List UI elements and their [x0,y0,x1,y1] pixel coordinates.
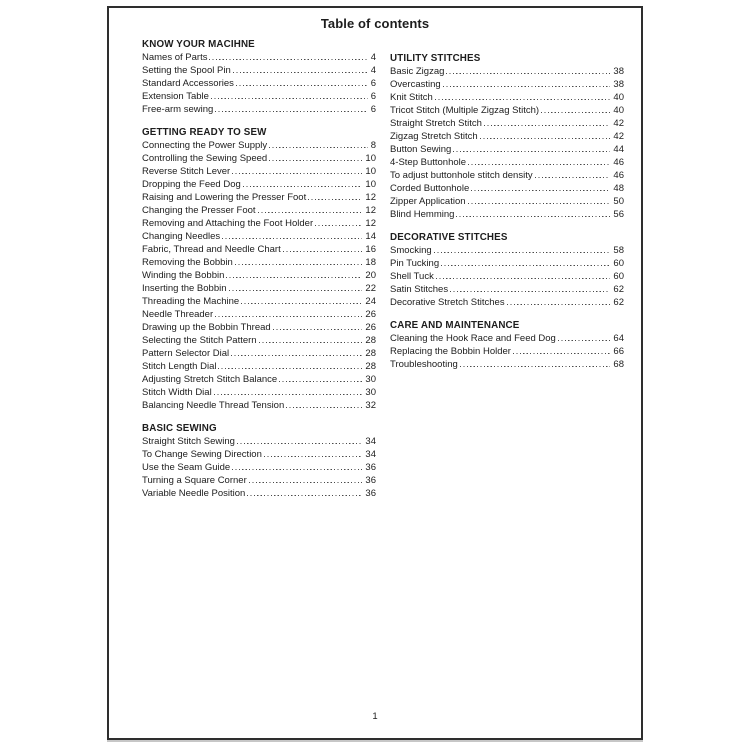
toc-entry [142,103,376,116]
toc-entry-page-number: 12 [365,205,376,216]
toc-entry-page-number: 16 [365,244,376,255]
dot-leader [471,190,610,191]
toc-entry-label: Inserting the Bobbin [142,283,227,294]
dot-leader [241,303,362,304]
toc-section-heading: GETTING READY TO SEW [142,127,267,138]
toc-entry-label: Threading the Machine [142,296,240,307]
dot-leader [441,265,610,266]
toc-entry [390,345,624,358]
toc-entry-label: Selecting the Stitch Pattern [142,335,257,346]
dot-leader [211,98,368,99]
toc-entry-label: Winding the Bobbin [142,270,225,281]
toc-entry-page-number: 18 [365,257,376,268]
toc-entry-page-number: 38 [613,66,624,77]
toc-entry-page-number: 22 [365,283,376,294]
toc-entry [390,270,624,283]
toc-entry-label: Variable Needle Position [142,488,246,499]
toc-entry-label: Decorative Stretch Stitches [390,297,505,308]
manual-page [107,6,643,740]
toc-entry-page-number: 28 [365,361,376,372]
toc-section [390,319,624,371]
toc-entry-label: Zigzag Stretch Stitch [390,131,478,142]
toc-entry-page-number: 68 [613,359,624,370]
toc-entry [142,217,376,230]
toc-entry-page-number: 56 [613,209,624,220]
toc-entry [390,169,624,182]
toc-entry [390,130,624,143]
dot-leader [434,252,611,253]
toc-entry-label: Changing Needles [142,231,221,242]
toc-entry [142,269,376,282]
toc-entry-label: Names of Parts [142,52,208,63]
toc-entry [142,256,376,269]
toc-entry [390,65,624,78]
toc-entry-label: Basic Zigzag [390,66,445,77]
toc-entry [390,257,624,270]
toc-entry [142,308,376,321]
toc-entry-page-number: 28 [365,335,376,346]
toc-entry-page-number: 46 [613,170,624,181]
toc-entry-label: Troubleshooting [390,359,458,370]
toc-entry-label: Blind Hemming [390,209,455,220]
toc-entry [142,139,376,152]
toc-entry-page-number: 58 [613,245,624,256]
toc-entry [390,182,624,195]
toc-entry-label: Raising and Lowering the Presser Foot [142,192,307,203]
toc-section [142,126,376,412]
toc-entry-label: Corded Buttonhole [390,183,470,194]
toc-entry [142,321,376,334]
dot-leader [229,290,363,291]
toc-entry [390,104,624,117]
dot-leader [269,160,362,161]
toc-entry-page-number: 14 [365,231,376,242]
toc-entry-label: Setting the Spool Pin [142,65,231,76]
toc-entry-page-number: 64 [613,333,624,344]
toc-entry-label: Dropping the Feed Dog [142,179,241,190]
toc-entry-label: Straight Stitch Sewing [142,436,235,447]
toc-entry-label: Removing the Bobbin [142,257,233,268]
toc-entry-page-number: 32 [365,400,376,411]
toc-section-heading: DECORATIVE STITCHES [390,232,508,243]
toc-entry-page-number: 26 [365,322,376,333]
toc-entry-page-number: 6 [370,91,376,102]
dot-leader [236,85,368,86]
dot-leader [264,456,363,457]
toc-entry [142,474,376,487]
toc-entry-label: Tricot Stitch (Multiple Zigzag Stitch) [390,105,540,116]
toc-column-right [390,52,624,371]
toc-entry-page-number: 10 [365,153,376,164]
toc-entry-page-number: 60 [613,258,624,269]
toc-entry [142,204,376,217]
toc-entry [142,152,376,165]
toc-entry [142,64,376,77]
dot-leader [468,164,610,165]
toc-entry [142,334,376,347]
toc-entry [390,283,624,296]
dot-leader [215,316,362,317]
dot-leader [468,203,611,204]
toc-entry-label: Adjusting Stretch Stitch Balance [142,374,278,385]
toc-entry-page-number: 8 [370,140,376,151]
toc-section [390,52,624,221]
toc-column-left [142,38,376,500]
toc-entry-label: Replacing the Bobbin Holder [390,346,511,357]
toc-entry-label: Straight Stretch Stitch [390,118,482,129]
dot-leader [507,304,611,305]
dot-leader [460,366,611,367]
toc-entry-page-number: 62 [613,297,624,308]
toc-entry-page-number: 66 [613,346,624,357]
dot-leader [286,407,362,408]
toc-entry-label: Zipper Application [390,196,466,207]
dot-leader [232,469,362,470]
page-title: Table of contents [320,16,430,31]
toc-entry [390,195,624,208]
toc-entry-label: Reverse Stitch Lever [142,166,231,177]
folio-page-number: 1 [372,711,378,722]
toc-entry-label: Balancing Needle Thread Tension [142,400,285,411]
toc-section [142,38,376,116]
toc-entry-page-number: 4 [370,65,376,76]
toc-entry-label: Cleaning the Hook Race and Feed Dog [390,333,556,344]
toc-entry [142,386,376,399]
toc-entry-label: Overcasting [390,79,441,90]
toc-entry-label: Stitch Width Dial [142,387,212,398]
toc-entry [390,244,624,257]
toc-entry-page-number: 12 [365,218,376,229]
toc-entry [142,282,376,295]
toc-entry-page-number: 40 [613,92,624,103]
toc-entry-label: Knit Stitch [390,92,433,103]
toc-entry-label: Satin Stitches [390,284,449,295]
toc-entry-page-number: 44 [613,144,624,155]
dot-leader [249,482,363,483]
dot-leader [453,151,610,152]
toc-entry-page-number: 4 [370,52,376,63]
toc-entry-page-number: 46 [613,157,624,168]
toc-entry [390,91,624,104]
dot-leader [273,329,363,330]
dot-leader [258,212,363,213]
toc-entry-label: Stitch Length Dial [142,361,217,372]
toc-entry-label: Extension Table [142,91,209,102]
toc-entry-page-number: 34 [365,436,376,447]
toc-entry [390,332,624,345]
toc-entry-label: Connecting the Power Supply [142,140,268,151]
dot-leader [215,111,367,112]
toc-entry [142,243,376,256]
dot-leader [235,264,363,265]
dot-leader [209,59,367,60]
toc-entry [390,208,624,221]
toc-entry-label: Removing and Attaching the Foot Holder [142,218,314,229]
dot-leader [535,177,611,178]
dot-leader [232,173,362,174]
toc-entry-page-number: 34 [365,449,376,460]
toc-entry-page-number: 10 [365,179,376,190]
toc-entry-label: Use the Seam Guide [142,462,231,473]
toc-entry [142,448,376,461]
toc-entry-page-number: 30 [365,374,376,385]
toc-entry-page-number: 38 [613,79,624,90]
toc-entry-page-number: 12 [365,192,376,203]
toc-entry [142,461,376,474]
toc-entry [142,77,376,90]
dot-leader [435,99,611,100]
toc-entry-label: Free-arm sewing [142,104,214,115]
toc-entry [142,435,376,448]
toc-entry-label: 4-Step Buttonhole [390,157,467,168]
toc-entry-label: Fabric, Thread and Needle Chart [142,244,281,255]
toc-entry [142,487,376,500]
toc-entry [142,191,376,204]
toc-entry-page-number: 62 [613,284,624,295]
toc-entry-page-number: 36 [365,475,376,486]
toc-entry-page-number: 42 [613,131,624,142]
toc-entry-label: Pattern Selector Dial [142,348,230,359]
toc-entry [142,165,376,178]
toc-entry-label: Smocking [390,245,432,256]
dot-leader [247,495,362,496]
toc-entry-label: Changing the Presser Foot [142,205,256,216]
toc-entry-page-number: 42 [613,118,624,129]
toc-entry-label: Controlling the Sewing Speed [142,153,268,164]
dot-leader [484,125,611,126]
dot-leader [243,186,363,187]
toc-section-heading: KNOW YOUR MACIHNE [142,39,255,50]
toc-entry-page-number: 20 [365,270,376,281]
toc-entry-page-number: 60 [613,271,624,282]
dot-leader [214,394,363,395]
toc-entry-label: Drawing up the Bobbin Thread [142,322,271,333]
toc-entry [142,399,376,412]
toc-entry-page-number: 48 [613,183,624,194]
toc-entry [142,295,376,308]
toc-entry [142,347,376,360]
dot-leader [456,216,610,217]
toc-entry-label: Shell Tuck [390,271,434,282]
dot-leader [279,381,362,382]
toc-section [142,422,376,500]
toc-section-heading: UTILITY STITCHES [390,53,481,64]
dot-leader [450,291,610,292]
toc-section [390,231,624,309]
dot-leader [233,72,368,73]
dot-leader [218,368,362,369]
toc-entry-label: To adjust buttonhole stitch density [390,170,533,181]
toc-entry-page-number: 10 [365,166,376,177]
toc-entry [142,178,376,191]
toc-entry [142,360,376,373]
toc-entry-page-number: 6 [370,104,376,115]
toc-entry [390,78,624,91]
dot-leader [513,353,610,354]
toc-entry-label: Turning a Square Corner [142,475,247,486]
toc-entry [390,117,624,130]
dot-leader [283,251,363,252]
toc-entry [142,90,376,103]
toc-entry-label: Pin Tucking [390,258,440,269]
toc-section-heading: BASIC SEWING [142,423,217,434]
toc-entry-page-number: 30 [365,387,376,398]
toc-entry-page-number: 36 [365,462,376,473]
dot-leader [315,225,362,226]
toc-entry [142,51,376,64]
toc-entry [142,373,376,386]
toc-entry-label: Standard Accessories [142,78,234,89]
toc-entry-page-number: 50 [613,196,624,207]
toc-entry-page-number: 40 [613,105,624,116]
toc-entry-label: Needle Threader [142,309,214,320]
dot-leader [443,86,611,87]
toc-entry-label: Button Sewing [390,144,452,155]
toc-entry-page-number: 6 [370,78,376,89]
toc-entry-page-number: 36 [365,488,376,499]
dot-leader [231,355,362,356]
toc-section-heading: CARE AND MAINTENANCE [390,320,520,331]
dot-leader [480,138,611,139]
dot-leader [269,147,368,148]
dot-leader [541,112,610,113]
toc-entry [390,143,624,156]
toc-entry [390,358,624,371]
dot-leader [259,342,363,343]
dot-leader [226,277,362,278]
toc-entry [390,156,624,169]
dot-leader [446,73,610,74]
toc-entry-page-number: 26 [365,309,376,320]
dot-leader [436,278,611,279]
toc-entry-page-number: 28 [365,348,376,359]
dot-leader [558,340,611,341]
dot-leader [237,443,362,444]
toc-entry [390,296,624,309]
toc-entry-label: To Change Sewing Direction [142,449,262,460]
dot-leader [308,199,362,200]
toc-entry [142,230,376,243]
toc-entry-page-number: 24 [365,296,376,307]
dot-leader [222,238,362,239]
